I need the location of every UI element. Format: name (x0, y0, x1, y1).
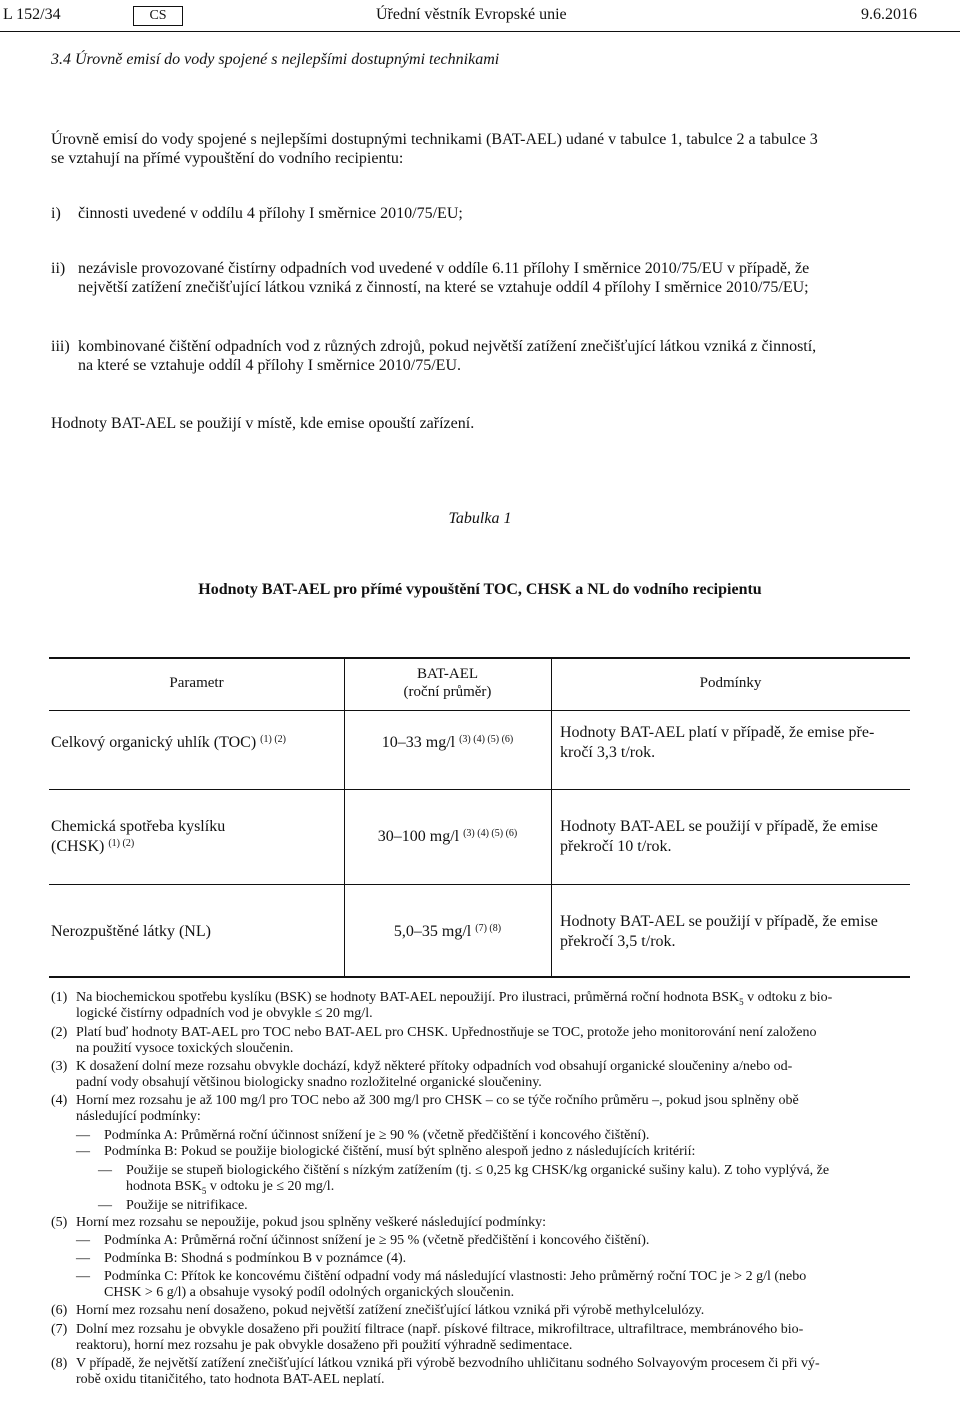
table-header-rule (49, 710, 910, 711)
table-row-1-value (344, 733, 551, 753)
condition-a: Podmínka A: Průměrná roční účinnost snížení je ≥ 95 % (včetně předčištění i koncového čištění). (104, 1233, 650, 1248)
table-bottom-rule (49, 976, 910, 978)
table-label: Tabulka 1 (448, 510, 512, 527)
table-row-3-value (344, 922, 551, 942)
footnote-line: Horní mez rozsahu je až 100 mg/l pro TOC nebo až 300 mg/l pro CHSK – co se týče ročního průměru –, pokud jsou splněny obě (76, 1093, 799, 1108)
list-item-text-line-1: kombinované čištění odpadních vod z různých zdrojů, pokud největší zatížení znečišťující látkou vzniká z činností, (78, 338, 817, 355)
list-item-ii (0, 259, 960, 299)
list-item-number: ii) (51, 260, 66, 277)
table-row-2-parameter-line-2 (51, 837, 134, 857)
dash-bullet: — (98, 1198, 112, 1213)
footnote-line: na použití vysoce toxických sloučenin. (76, 1041, 294, 1056)
table-top-rule (49, 657, 910, 659)
footnote-mark: (5) (51, 1215, 68, 1230)
list-item-text: činnosti uvedené v oddílu 4 přílohy I směrnice 2010/75/EU; (78, 205, 463, 222)
criterion-1-line-1: Použije se stupeň biologického čištění s nízkým zatížením (tj. ≤ 0,25 kg CHSK/kg organické sušiny kalu). Z toho vyplývá, že (126, 1163, 830, 1178)
table-header-bat-ael: BAT-AEL (416, 666, 479, 682)
footnote-line: Horní mez rozsahu není dosaženo, pokud největší zatížení znečišťující látkou vzniká při výrobě methylcelulózy. (76, 1303, 705, 1318)
criterion-2: Použije se nitrifikace. (126, 1198, 248, 1213)
footnote-line: V případě, že největší zatížení znečišťující látkou vzniká při výrobě bezvodního uhličitanu sodného Solvayovým procesem či při vý- (76, 1356, 820, 1371)
footnote-line: Platí buď hodnoty BAT-AEL pro TOC nebo BAT-AEL pro CHSK. Upřednostňuje se TOC, protože jeho monitorování není založeno (76, 1025, 817, 1040)
footnote-3 (0, 1059, 960, 1093)
value-range: 30–100 mg/l (377, 828, 460, 845)
table-row-1-parameter (51, 733, 286, 753)
table-header-parameter: Parametr (169, 675, 224, 691)
footnote-mark: (8) (51, 1356, 68, 1371)
condition-c-line-2: CHSK > 6 g/l) a obsahuje vysoký podíl odolných organických sloučenin. (104, 1285, 515, 1300)
closing-sentence: Hodnoty BAT-AEL se použijí v místě, kde emise opouští zařízení. (51, 415, 475, 432)
criterion-1-line-2: hodnota $BSK_5$ v odtoku je ≤ 20 mg/l. (126, 1179, 335, 1196)
language-code-box: CS (133, 6, 183, 26)
footnote-6 (0, 1303, 960, 1321)
table-row-rule (49, 884, 910, 885)
table-row-2-parameter-line-1: Chemická spotřeba kyslíku (51, 818, 226, 835)
table-row-2-condition-line-1: Hodnoty BAT-AEL se použijí v případě, že emise (560, 818, 878, 835)
footnote-line: Na biochemickou spotřebu kyslíku (BSK) se hodnoty BAT-AEL nepoužijí. Pro ilustraci, průměrná roční hodnota $BSK_5$ v odtoku z bio- (76, 990, 833, 1007)
table-row-3-condition-line-1: Hodnoty BAT-AEL se použijí v případě, že emise (560, 913, 878, 930)
table-title: Hodnoty BAT-AEL pro přímé vypouštění TOC, CHSK a NL do vodního recipientu (198, 581, 762, 598)
condition-a: Podmínka A: Průměrná roční účinnost snížení je ≥ 90 % (včetně předčištění i koncového čištění). (104, 1128, 650, 1143)
list-item-i (0, 204, 960, 224)
dash-bullet: — (76, 1251, 90, 1266)
footnote-line: reaktoru), horní mez rozsahu je pak obvykle dosaženo při použití výhradně sedimentace. (76, 1338, 573, 1353)
table-column-separator (551, 657, 552, 977)
table-row-1-condition-line-2: kročí 3,3 t/rok. (560, 744, 656, 761)
footnote-5 (0, 1215, 960, 1300)
dash-bullet: — (98, 1163, 112, 1178)
footnote-4 (0, 1093, 960, 1213)
value-range: 5,0–35 mg/l (393, 923, 472, 940)
footnote-line: následující podmínky: (76, 1109, 201, 1124)
footnote-mark: (3) (51, 1059, 68, 1074)
table-header-annual-average: (roční průměr) (403, 684, 492, 700)
list-item-text-line-1: nezávisle provozované čistírny odpadních vod uvedené v oddíle 6.11 přílohy I směrnice 2010/75/EU v případě, že (78, 260, 810, 277)
header-rule (0, 31, 960, 32)
list-item-number: iii) (51, 338, 70, 355)
footnote-refs: (1) (2) (108, 838, 135, 849)
footnote-mark: (6) (51, 1303, 68, 1318)
list-item-text-line-2: na které se vztahuje oddíl 4 přílohy I směrnice 2010/75/EU. (78, 357, 462, 374)
dash-bullet: — (76, 1144, 90, 1159)
table-row-rule (49, 789, 910, 790)
parameter-name: (CHSK) (51, 838, 105, 855)
table-row-2-value (344, 827, 551, 847)
footnote-line: Dolní mez rozsahu je obvykle dosaženo při použití filtrace (např. pískové filtrace, mikrofiltrace, ultrafiltrace, membránového bio- (76, 1322, 804, 1337)
value-range: 10–33 mg/l (381, 734, 456, 751)
footnote-line: K dosažení dolní meze rozsahu obvykle dochází, když některé přítoky odpadních vod obsahují organické sloučeniny a/nebo od- (76, 1059, 793, 1074)
footnote-line: robě oxidu titaničitého, tato hodnota BAT-AEL neplatí. (76, 1372, 385, 1387)
publication-date: 9.6.2016 (861, 6, 917, 23)
table-header-conditions: Podmínky (699, 675, 762, 691)
footnote-refs: (3) (4) (5) (6) (459, 734, 514, 745)
condition-b: Podmínka B: Pokud se použije biologické čištění, musí být splněno alespoň jedno z následujících kritérií: (104, 1144, 696, 1159)
journal-title: Úřední věstník Evropské unie (376, 6, 567, 23)
list-item-iii (0, 337, 960, 377)
footnote-mark: (7) (51, 1322, 68, 1337)
footnote-8 (0, 1356, 960, 1390)
footnote-2 (0, 1025, 960, 1059)
footnote-mark: (2) (51, 1025, 68, 1040)
footnote-refs: (1) (2) (260, 734, 286, 745)
section-title: 3.4 Úrovně emisí do vody spojené s nejlepšími dostupnými technikami (51, 51, 500, 68)
table-row-3-condition-line-2: překročí 3,5 t/rok. (560, 933, 676, 950)
footnote-refs: (7) (8) (475, 923, 502, 934)
dash-bullet: — (76, 1269, 90, 1284)
footnote-7 (0, 1322, 960, 1356)
intro-line-2: se vztahují na přímé vypouštění do vodního recipientu: (51, 150, 404, 167)
condition-b: Podmínka B: Shodná s podmínkou B v poznámce (4). (104, 1251, 407, 1266)
footnote-1 (0, 990, 960, 1024)
table-row-1-condition-line-1: Hodnoty BAT-AEL platí v případě, že emise pře- (560, 724, 875, 741)
table-row-2-condition-line-2: překročí 10 t/rok. (560, 838, 672, 855)
page-reference: L 152/34 (3, 6, 61, 23)
footnote-line: padní vody obsahují většinou biologicky snadno rozložitelné organické sloučeniny. (76, 1075, 542, 1090)
table-row-3-parameter: Nerozpuštěné látky (NL) (51, 923, 211, 940)
list-item-text-line-2: největší zatížení znečišťující látkou vzniká z činností, na které se vztahuje oddíl 4 přílohy I směrnice 2010/75/EU; (78, 279, 809, 296)
dash-bullet: — (76, 1128, 90, 1143)
footnote-mark: (1) (51, 990, 68, 1005)
list-item-number: i) (51, 205, 61, 222)
parameter-name: Celkový organický uhlík (TOC) (51, 734, 257, 751)
footnote-line: Horní mez rozsahu se nepoužije, pokud jsou splněny veškeré následující podmínky: (76, 1215, 547, 1230)
intro-line-1: Úrovně emisí do vody spojené s nejlepšími dostupnými technikami (BAT-AEL) udané v tabulce 1, tabulce 2 a tabulce 3 (51, 131, 818, 148)
condition-c-line-1: Podmínka C: Přítok ke koncovému čištění odpadní vody má následující vlastnosti: Jeho průměrný roční TOC je > 2 g/l (nebo (104, 1269, 807, 1284)
dash-bullet: — (76, 1233, 90, 1248)
footnote-mark: (4) (51, 1093, 68, 1108)
footnote-line: logické čistírny odpadních vod je obvykle ≤ 20 mg/l. (76, 1006, 373, 1021)
footnote-refs: (3) (4) (5) (6) (463, 828, 518, 839)
